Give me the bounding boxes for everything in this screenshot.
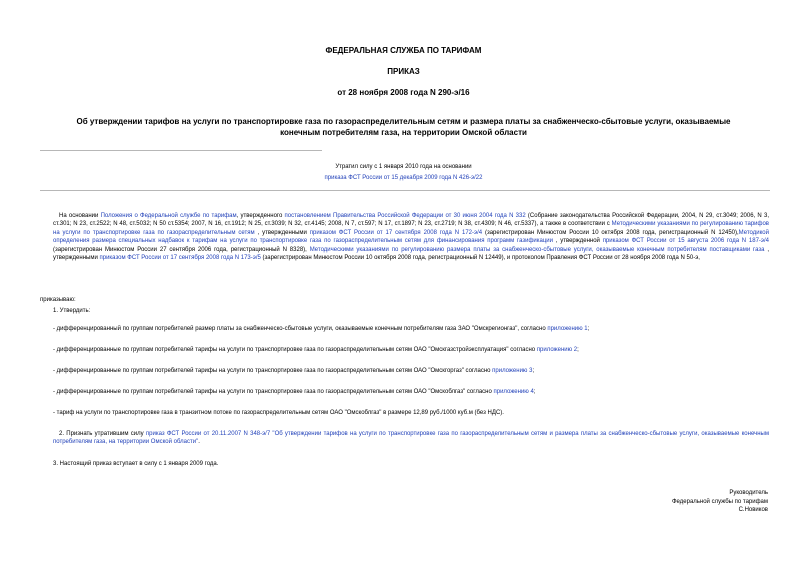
doc-date-number: от 28 ноября 2008 года N 290-э/16 (337, 88, 470, 97)
link-appendix-1[interactable]: приложению 1 (547, 326, 588, 332)
link-fst-regulation[interactable]: Положения о Федеральной службе по тарифам (100, 213, 237, 219)
status-note: Утратил силу с 1 января 2010 года на основании (335, 164, 472, 170)
orders-word: приказываю: (40, 297, 76, 303)
item-3: 3. Настоящий приказ вступает в силу с 1 января 2009 года. (53, 461, 219, 467)
link-method-surcharge[interactable]: Методикой определения размера специальных надбавок к тарифам на услуги по транспортировке газа по газораспределительным сетям для финансирования программ газификации (53, 229, 769, 245)
preamble-paragraph: На основании Положения о Федеральной службе по тарифам, утвержденного постановлением Правительства Российской Федерации от 30 июня 2004 года N 332 (Собрание законодательства Российской Федерации, 2004, N 29, ст.3049; 2006, N 3, ст.301; N 23, ст.2522; N 48, ст.5032; N 50 ст.5354; 2007, N 16, ст.1912; N 25, ст.3039; N 32, ст.4145; 2008, N 7, ст.597; N 17, ст.1897; N 23, ст.2719; N 38, ст.4309; N 46, ст.5337), а также в соответствии с Методическими указаниями по регулированию тарифов на услуги по транспортировке газа по газораспределительным сетям , утвержденными приказом ФСТ России от 17 сентября 2008 года N 172-э/4 (зарегистрирован Минюстом России 10 октября 2008 года, регистрационный N 12450),Методикой определения размера специальных надбавок к тарифам на услуги по транспортировке газа по газораспределительным сетям для финансирования программ газификации , утвержденной приказом ФСТ России от 15 августа 2006 года N 187-э/4 (зарегистрирован Минюстом России 27 сентября 2006 года, регистрационный N 8328), Методическими указаниями по регулированию размера платы за снабженческо-сбытовые услуги, оказываемые конечным потребителям поставщиками газа , утвержденными приказом ФСТ России от 17 сентября 2008 года N 173-э/5 (зарегистрирован Минюстом России 10 октября 2008 года, регистрационный N 12449), и протоколом Правления ФСТ России от 28 ноября 2008 года N 50-э, (53, 213, 769, 262)
signature-agency: Федеральной службы по тарифам (672, 498, 768, 505)
divider-top (40, 150, 322, 151)
link-order-173[interactable]: приказом ФСТ России от 17 сентября 2008 года N 173-э/5 (99, 255, 261, 262)
agency-name: ФЕДЕРАЛЬНАЯ СЛУЖБА ПО ТАРИФАМ (325, 46, 482, 55)
link-method-supply[interactable]: Методическими указаниями по регулированию размера платы за снабженческо-сбытовые услуги, оказываемые конечным потребителям поставщиками газа (309, 246, 765, 253)
status-link[interactable]: приказа ФСТ России от 15 декабря 2009 года N 426-э/22 (324, 175, 483, 181)
bullet-4: - дифференцированные по группам потребителей тарифы на услуги по транспортировке газа по газораспределительным сетям ОАО "Омскоблгаз" согласно приложению 4; (53, 389, 536, 395)
divider-bottom (40, 190, 770, 191)
link-government-decree[interactable]: постановлением Правительства Российской Федерации от 30 июня 2004 года N 332 (284, 213, 526, 219)
bullet-5: - тариф на услуги по транспортировке газа в транзитном потоке по газораспределительным сетям ОАО "Омскоблгаз" в размере 12,89 руб./1000 куб.м (без НДС). (53, 410, 504, 416)
signature-name: С.Новиков (738, 507, 768, 514)
signature-block (468, 489, 768, 515)
item-1: 1. Утвердить: (53, 308, 91, 314)
link-method-transport[interactable]: Методическими указаниями по регулированию тарифов на услуги по транспортировке газа по газораспределительным сетям (53, 221, 769, 236)
doc-title-line2: конечным потребителям газа, на территории Омской области (280, 128, 527, 137)
bullet-3: - дифференцированные по группам потребителей тарифы на услуги по транспортировке газа по газораспределительным сетям ОАО "Омскгоргаз" согласно приложению 3; (53, 368, 535, 374)
item-2: 2. Признать утратившим силу приказ ФСТ России от 20.11.2007 N 348-э/7 "Об утверждении тарифов на услуги по транспортировке газа по газораспределительным сетям и размера платы за снабженческо-сбытовые услуги, оказываемые конечным потребителям газа, на территории Омской области". (53, 431, 769, 446)
bullet-1: - дифференцированный по группам потребителей размер платы за снабженческо-сбытовые услуги, оказываемые конечным потребителям газа ЗАО "Омскрегионгаз", согласно приложению 1; (53, 326, 590, 332)
doc-type: ПРИКАЗ (387, 67, 420, 76)
link-order-172[interactable]: приказом ФСТ России от 17 сентября 2008 года N 172-э/4 (309, 229, 483, 236)
link-appendix-4[interactable]: приложению 4 (493, 389, 534, 395)
doc-title-line1: Об утверждении тарифов на услуги по транспортировке газа по газораспределительным сетям и размера платы за снабженческо-сбытовые услуги, оказываемые (76, 117, 731, 126)
link-order-348[interactable]: приказ ФСТ России от 20.11.2007 N 348-э/7 "Об утверждении тарифов на услуги по транспортировке газа по газораспределительным сетям и размера платы за снабженческо-сбытовые услуги, оказываемые конечным потребителям газа, на территории Омской области" (53, 431, 769, 446)
signature-position: Руководитель (729, 490, 768, 496)
link-appendix-2[interactable]: приложению 2 (536, 347, 578, 353)
link-order-187[interactable]: приказом ФСТ России от 15 августа 2006 года N 187-э/4 (602, 238, 769, 245)
link-appendix-3[interactable]: приложению 3 (492, 368, 533, 374)
bullet-2: - дифференцированные по группам потребителей тарифы на услуги по транспортировке газа по газораспределительным сетям ОАО "Омскгазстройэксплуатация" согласно приложению 2; (53, 347, 579, 353)
